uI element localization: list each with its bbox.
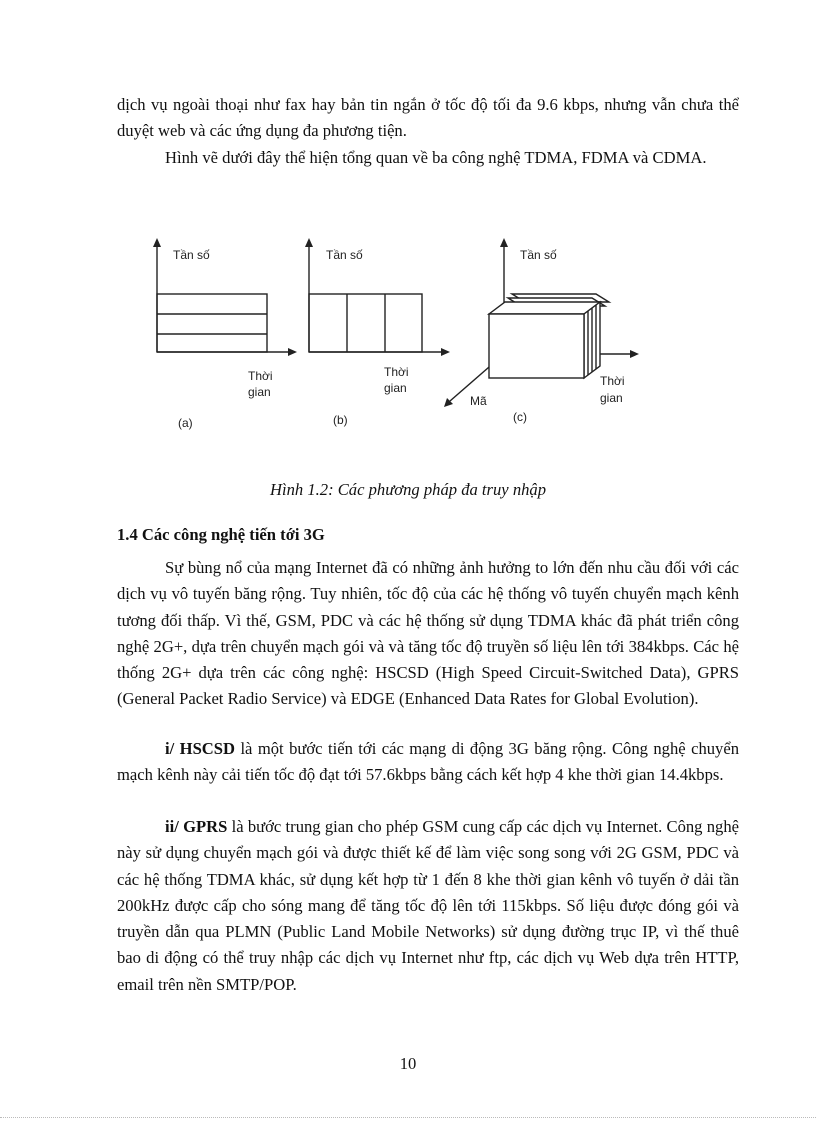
gprs-text: là bước trung gian cho phép GSM cung cấp các dịch vụ Internet. Công nghệ này sử dụng chuyển mạch gói và được thiết kế để làm việc song song với 2G GSM, PDC và các hệ thống TDMA khác, sử dụng kết hợp từ 1 đến 8 khe thời gian kênh vô tuyến ở dải tần 200kHz được cấp cho sóng mang để tăng tốc độ lên tới 115kbps. Số liệu được đóng gói và truyền dẫn qua PLMN (Public Land Mobile Networks) sử dụng đường trục IP, vì thế thuê bao di động có thể truy nhập các dịch vụ Internet như ftp, các dịch vụ Web dựa trên HTTP, email trên nền SMTP/POP. — [117, 817, 739, 994]
panel-a-freq-label: Tần số — [173, 248, 210, 262]
panel-c-label: (c) — [513, 410, 527, 424]
gprs-label: ii/ GPRS — [165, 817, 228, 836]
panel-b-freq-label: Tần số — [326, 248, 363, 262]
paragraph-gprs — [117, 814, 739, 998]
panel-a-time-label-2: gian — [248, 385, 271, 399]
panel-c-time-label-1: Thời — [600, 374, 625, 388]
hscsd-text: là một bước tiến tới các mạng di động 3G băng rộng. Công nghệ chuyển mạch kênh này cải tiến tốc độ đạt tới 57.6kbps bằng cách kết hợp 4 khe thời gian 14.4kbps. — [117, 739, 739, 785]
page-number: 10 — [399, 1054, 417, 1073]
panel-b-label: (b) — [333, 413, 348, 427]
panel-c-code-label: Mã — [470, 394, 487, 408]
panel-a-time-label-1: Thời — [248, 369, 273, 383]
panel-a-label: (a) — [178, 416, 193, 430]
panel-b-time-label-1: Thời — [384, 365, 409, 379]
panel-b-time-label-2: gian — [384, 381, 407, 395]
hscsd-label: i/ HSCSD — [165, 739, 235, 758]
figure-caption: Hình 1.2: Các phương pháp đa truy nhập — [269, 480, 547, 499]
panel-c-time-label-2: gian — [600, 391, 623, 405]
panel-c-freq-label: Tần số — [520, 248, 557, 262]
paragraph-hscsd — [117, 736, 739, 789]
multiple-access-figure — [140, 230, 660, 440]
paragraph-section-intro: Sự bùng nổ của mạng Internet đã có những ảnh hưởng to lớn đến nhu cầu đối với các dịch vụ vô tuyến băng rộng. Tuy nhiên, tốc độ của các hệ thống vô tuyến chuyển mạch kênh tương đối thấp. Vì thế, GSM, PDC và các hệ thống sử dụng TDMA khác đã phát triển công nghệ 2G+, dựa trên chuyển mạch gói và và tăng tốc độ truyền số liệu lên tới 384kbps. Các hệ thống 2G+ dựa trên các công nghệ: HSCSD (High Speed Circuit-Switched Data), GPRS (General Packet Radio Service) và EDGE (Enhanced Data Rates for Global Evolution). — [117, 558, 739, 709]
paragraph-figure-intro: Hình vẽ dưới đây thể hiện tổng quan về ba công nghệ TDMA, FDMA và CDMA. — [165, 148, 707, 167]
section-heading: 1.4 Các công nghệ tiến tới 3G — [117, 525, 325, 544]
page-bottom-divider — [0, 1117, 816, 1118]
paragraph-continued: dịch vụ ngoài thoại như fax hay bản tin ngắn ở tốc độ tối đa 9.6 kbps, nhưng vẫn chưa thể duyệt web và các ứng dụng đa phương tiện. — [117, 95, 739, 141]
